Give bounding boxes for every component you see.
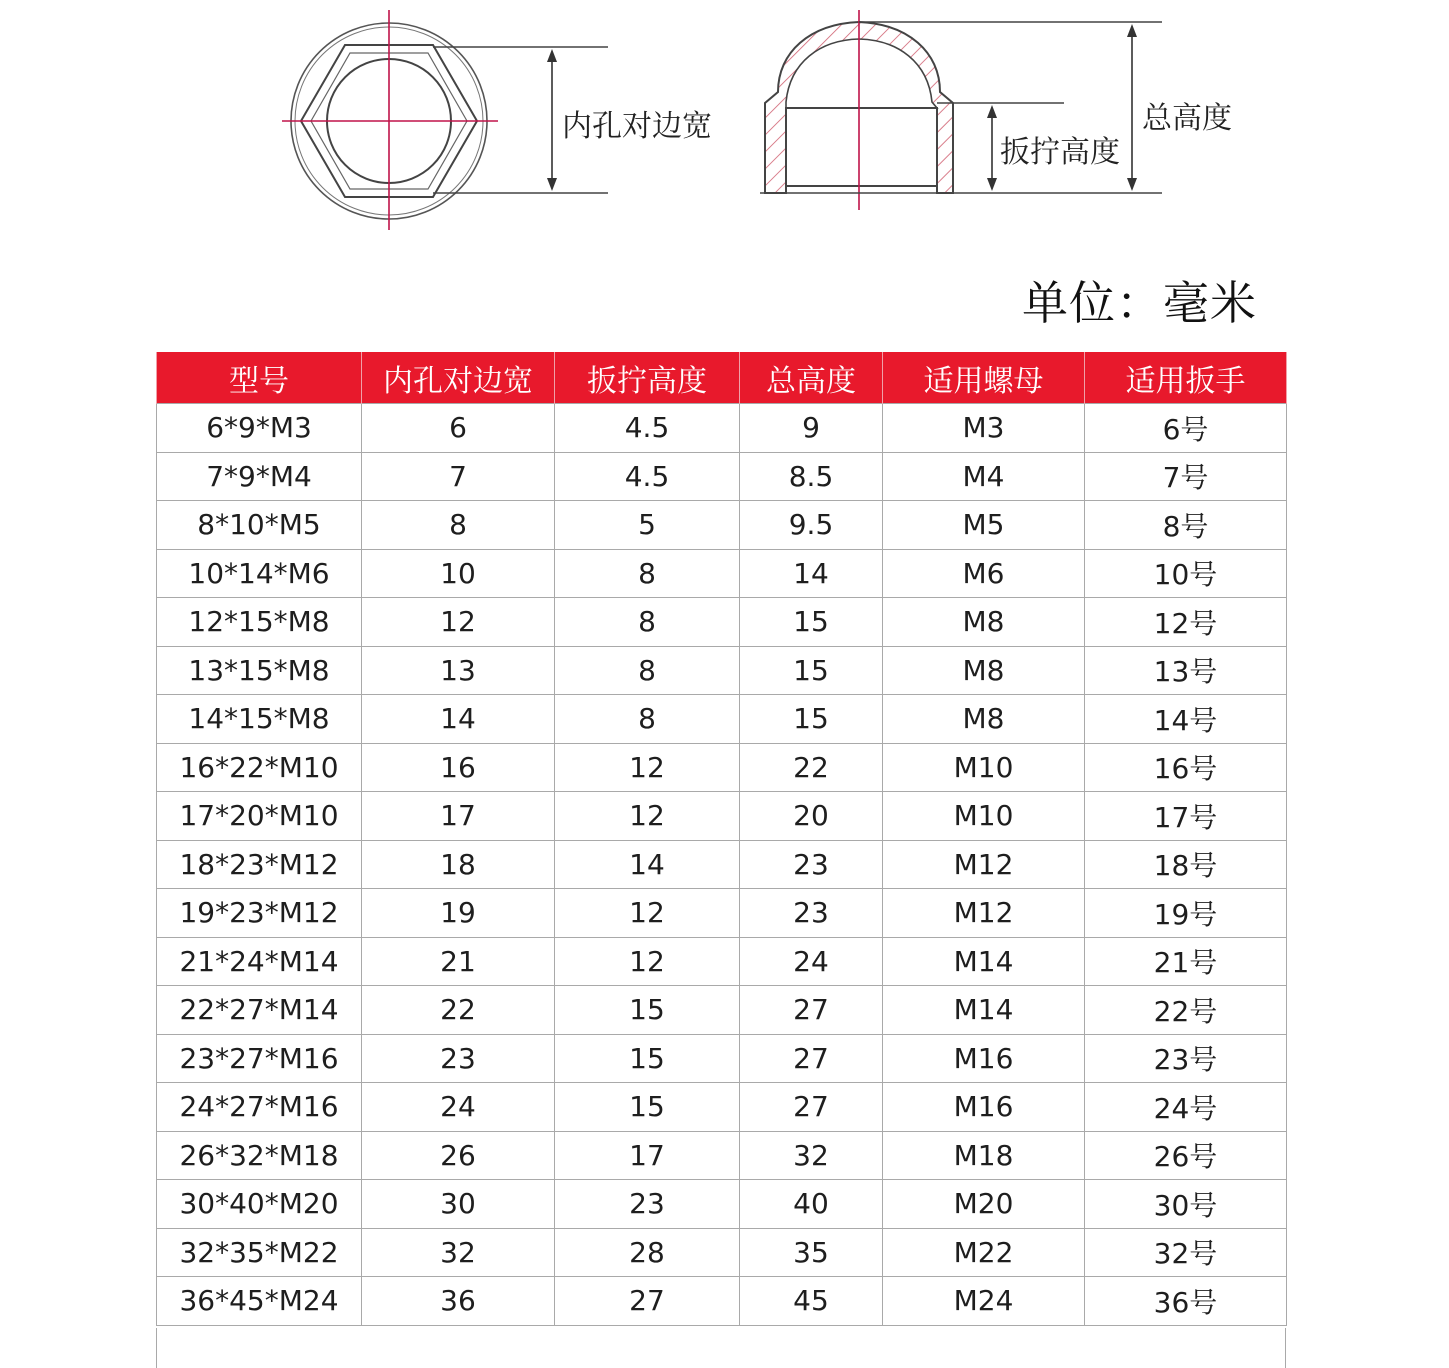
cell-wrench: 30号	[1085, 1180, 1287, 1229]
cell-total-height: 9.5	[740, 501, 883, 550]
cell-nut: M16	[883, 1083, 1085, 1132]
cell-nut: M24	[883, 1277, 1085, 1326]
cell-wrench-height: 4.5	[555, 404, 740, 453]
cell-model: 18*23*M12	[157, 840, 362, 889]
cell-total-height: 14	[740, 549, 883, 598]
cell-wrench-height: 12	[555, 889, 740, 938]
cell-wrench: 23号	[1085, 1034, 1287, 1083]
table-row	[157, 937, 1287, 986]
cell-wrench: 8号	[1085, 501, 1287, 550]
cell-wrench: 21号	[1085, 937, 1287, 986]
cell-inner-width: 30	[362, 1180, 555, 1229]
cell-wrench: 36号	[1085, 1277, 1287, 1326]
cell-nut: M20	[883, 1180, 1085, 1229]
cell-inner-width: 16	[362, 743, 555, 792]
cell-model: 10*14*M6	[157, 549, 362, 598]
cell-total-height: 23	[740, 840, 883, 889]
cell-inner-width: 8	[362, 501, 555, 550]
cell-nut: M12	[883, 840, 1085, 889]
cell-wrench: 32号	[1085, 1228, 1287, 1277]
cell-wrench-height: 17	[555, 1131, 740, 1180]
cell-model: 6*9*M3	[157, 404, 362, 453]
cell-nut: M14	[883, 937, 1085, 986]
table-row	[157, 695, 1287, 744]
cell-model: 26*32*M18	[157, 1131, 362, 1180]
cell-model: 19*23*M12	[157, 889, 362, 938]
spec-table	[156, 352, 1287, 1326]
cell-model: 23*27*M16	[157, 1034, 362, 1083]
table-row	[157, 1083, 1287, 1132]
section-view-drawing	[760, 10, 1162, 210]
cell-total-height: 23	[740, 889, 883, 938]
cell-model: 8*10*M5	[157, 501, 362, 550]
cell-wrench: 24号	[1085, 1083, 1287, 1132]
cell-wrench-height: 8	[555, 549, 740, 598]
cell-wrench-height: 14	[555, 840, 740, 889]
cell-model: 16*22*M10	[157, 743, 362, 792]
cell-wrench-height: 15	[555, 1083, 740, 1132]
cell-wrench: 7号	[1085, 452, 1287, 501]
cell-total-height: 8.5	[740, 452, 883, 501]
cell-total-height: 27	[740, 986, 883, 1035]
cell-nut: M16	[883, 1034, 1085, 1083]
cell-total-height: 27	[740, 1083, 883, 1132]
table-row	[157, 646, 1287, 695]
cell-nut: M3	[883, 404, 1085, 453]
cell-wrench-height: 12	[555, 743, 740, 792]
cell-model: 36*45*M24	[157, 1277, 362, 1326]
cell-model: 30*40*M20	[157, 1180, 362, 1229]
table-trailing-row	[156, 1328, 1286, 1368]
cell-inner-width: 7	[362, 452, 555, 501]
cell-wrench: 17号	[1085, 792, 1287, 841]
cell-wrench-height: 8	[555, 646, 740, 695]
table-row	[157, 549, 1287, 598]
cell-total-height: 15	[740, 646, 883, 695]
table-row	[157, 501, 1287, 550]
cell-inner-width: 26	[362, 1131, 555, 1180]
cell-wrench: 13号	[1085, 646, 1287, 695]
cell-model: 21*24*M14	[157, 937, 362, 986]
header-wrench: 适用扳手	[1085, 352, 1287, 404]
cell-inner-width: 13	[362, 646, 555, 695]
table-row	[157, 792, 1287, 841]
cell-wrench-height: 28	[555, 1228, 740, 1277]
cell-wrench: 18号	[1085, 840, 1287, 889]
cell-wrench-height: 15	[555, 1034, 740, 1083]
cell-total-height: 40	[740, 1180, 883, 1229]
cell-total-height: 45	[740, 1277, 883, 1326]
cell-wrench: 16号	[1085, 743, 1287, 792]
header-wrench-height: 扳拧高度	[555, 352, 740, 404]
cell-wrench-height: 4.5	[555, 452, 740, 501]
header-inner-width: 内孔对边宽	[362, 352, 555, 404]
cell-total-height: 9	[740, 404, 883, 453]
cell-nut: M8	[883, 646, 1085, 695]
cell-wrench: 14号	[1085, 695, 1287, 744]
table-row	[157, 452, 1287, 501]
table-header-row	[157, 352, 1287, 404]
table-row	[157, 1180, 1287, 1229]
cell-nut: M5	[883, 501, 1085, 550]
cell-inner-width: 19	[362, 889, 555, 938]
cell-inner-width: 21	[362, 937, 555, 986]
cell-wrench: 22号	[1085, 986, 1287, 1035]
table-row	[157, 986, 1287, 1035]
cell-total-height: 15	[740, 695, 883, 744]
cell-wrench: 6号	[1085, 404, 1287, 453]
cell-wrench-height: 27	[555, 1277, 740, 1326]
unit-note: 单位：毫米	[1022, 276, 1257, 330]
table-row	[157, 1228, 1287, 1277]
cell-inner-width: 10	[362, 549, 555, 598]
cell-inner-width: 14	[362, 695, 555, 744]
header-nut: 适用螺母	[883, 352, 1085, 404]
cell-model: 7*9*M4	[157, 452, 362, 501]
cell-nut: M4	[883, 452, 1085, 501]
header-model: 型号	[157, 352, 362, 404]
cell-model: 32*35*M22	[157, 1228, 362, 1277]
header-total-height: 总高度	[740, 352, 883, 404]
table-row	[157, 1131, 1287, 1180]
cell-model: 14*15*M8	[157, 695, 362, 744]
cell-inner-width: 17	[362, 792, 555, 841]
cell-inner-width: 24	[362, 1083, 555, 1132]
cell-nut: M8	[883, 598, 1085, 647]
cell-total-height: 35	[740, 1228, 883, 1277]
cell-model: 24*27*M16	[157, 1083, 362, 1132]
cell-total-height: 22	[740, 743, 883, 792]
table-row	[157, 889, 1287, 938]
cell-nut: M18	[883, 1131, 1085, 1180]
cell-total-height: 15	[740, 598, 883, 647]
cell-model: 17*20*M10	[157, 792, 362, 841]
cell-inner-width: 32	[362, 1228, 555, 1277]
cell-nut: M6	[883, 549, 1085, 598]
cell-wrench-height: 23	[555, 1180, 740, 1229]
cell-nut: M12	[883, 889, 1085, 938]
cell-wrench-height: 15	[555, 986, 740, 1035]
cell-model: 13*15*M8	[157, 646, 362, 695]
cell-inner-width: 22	[362, 986, 555, 1035]
cell-inner-width: 23	[362, 1034, 555, 1083]
cell-wrench: 10号	[1085, 549, 1287, 598]
wrench-height-label: 扳拧高度	[1000, 135, 1120, 170]
cell-wrench-height: 12	[555, 792, 740, 841]
cell-nut: M10	[883, 743, 1085, 792]
table-row	[157, 598, 1287, 647]
table-row	[157, 404, 1287, 453]
cell-inner-width: 6	[362, 404, 555, 453]
cell-wrench: 12号	[1085, 598, 1287, 647]
cell-wrench: 26号	[1085, 1131, 1287, 1180]
cell-total-height: 27	[740, 1034, 883, 1083]
table-row	[157, 1034, 1287, 1083]
cell-wrench-height: 12	[555, 937, 740, 986]
cell-model: 22*27*M14	[157, 986, 362, 1035]
cell-inner-width: 36	[362, 1277, 555, 1326]
top-view-drawing	[282, 10, 608, 230]
cell-wrench-height: 8	[555, 598, 740, 647]
cell-wrench-height: 8	[555, 695, 740, 744]
cell-total-height: 24	[740, 937, 883, 986]
table-row	[157, 840, 1287, 889]
cell-inner-width: 18	[362, 840, 555, 889]
cell-total-height: 32	[740, 1131, 883, 1180]
cell-wrench: 19号	[1085, 889, 1287, 938]
total-height-label: 总高度	[1142, 101, 1232, 136]
cell-nut: M14	[883, 986, 1085, 1035]
table-row	[157, 743, 1287, 792]
cell-model: 12*15*M8	[157, 598, 362, 647]
cell-nut: M10	[883, 792, 1085, 841]
cell-inner-width: 12	[362, 598, 555, 647]
cell-total-height: 20	[740, 792, 883, 841]
cell-wrench-height: 5	[555, 501, 740, 550]
inner-width-label: 内孔对边宽	[562, 109, 712, 144]
cell-nut: M22	[883, 1228, 1085, 1277]
table-row	[157, 1277, 1287, 1326]
cell-nut: M8	[883, 695, 1085, 744]
